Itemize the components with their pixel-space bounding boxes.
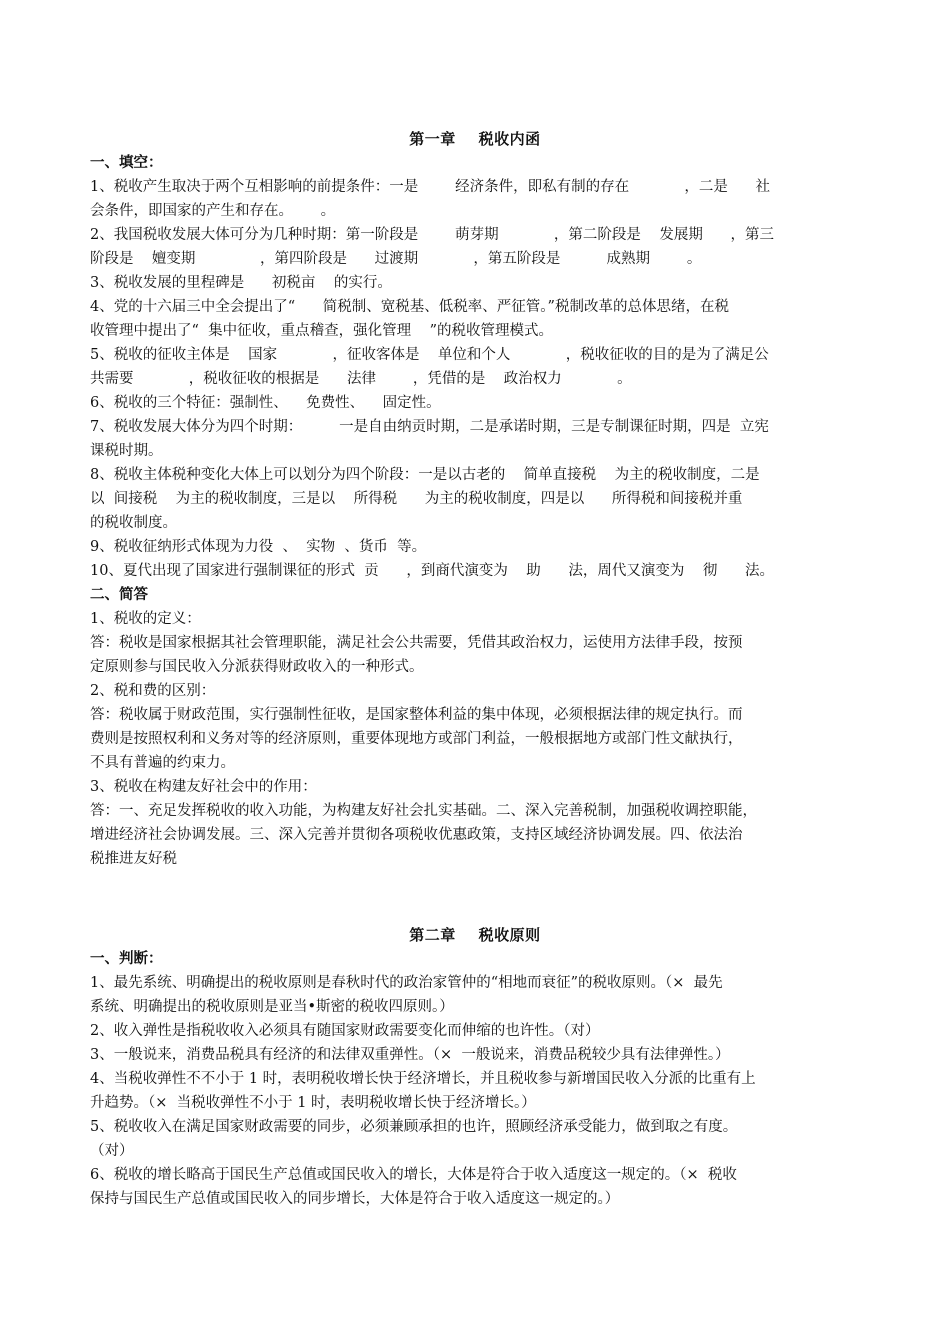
- text-line: 税推进友好税: [90, 851, 177, 867]
- text-line: 系统、明确提出的税收原则是亚当•斯密的税收四原则。）: [90, 999, 454, 1015]
- text-line: 9、税收征纳形式体现为力役 、 实物 、货币 等。: [90, 539, 427, 555]
- chapter1-title: 第一章 税收内函: [409, 130, 541, 148]
- text-line: 4、党的十六届三中全会提出了“ 简税制、宽税基、低税率、严征管。”税制改革的总体思绪，在税: [90, 299, 729, 315]
- text-line: 阶段是 嬗变期 ，第四阶段是 过渡期 ，第五阶段是 成熟期 。: [90, 251, 702, 267]
- text-line: 答：税收属于财政范围，实行强制性征收，是国家整体利益的集中体现，必须根据法律的规定执行。而: [90, 707, 743, 723]
- text-line: 3、一般说来，消费品税具有经济的和法律双重弹性。（× 一般说来，消费品税较少具有法律弹性。）: [90, 1047, 730, 1063]
- chapter1-body: [90, 151, 860, 871]
- text-line: 费则是按照权利和义务对等的经济原则，重要体现地方或部门利益，一般根据地方或部门性文献执行，: [90, 731, 743, 747]
- text-line: 共需要 ，税收征收的根据是 法律 ，凭借的是 政治权力 。: [90, 371, 632, 387]
- text-line: 5、税收的征收主体是 国家 ，征收客体是 单位和个人 ，税收征收的目的是为了满足公: [90, 347, 769, 363]
- text-line: 会条件，即国家的产生和存在。 。: [90, 203, 336, 219]
- chapter2-title: 第二章 税收原则: [409, 926, 541, 944]
- text-line: 1、最先系统、明确提出的税收原则是春秋时代的政治家管仲的“相地而衰征”的税收原则。（× 最先: [90, 975, 723, 991]
- text-line: 1、税收产生取决于两个互相影响的前提条件：一是 经济条件，即私有制的存在 ，二是 社: [90, 179, 771, 195]
- text-line: （对）: [90, 1143, 134, 1159]
- text-line: 课税时期。: [90, 443, 163, 459]
- text-line: 2、我国税收发展大体可分为几种时期：第一阶段是 萌芽期 ，第二阶段是 发展期 ，第三: [90, 227, 774, 243]
- section-heading: 二、简答: [90, 586, 148, 603]
- text-line: 6、税收的增长略高于国民生产总值或国民收入的增长，大体是符合于收入适度这一规定的。（× 税收: [90, 1167, 737, 1183]
- text-line: 答：税收是国家根据其社会管理职能，满足社会公共需要，凭借其政治权力，运使用方法律手段，按预: [90, 635, 743, 651]
- text-line: 不具有普遍的约束力。: [90, 755, 235, 771]
- text-line: 3、税收在构建友好社会中的作用：: [90, 779, 317, 795]
- text-line: 10、夏代出现了国家进行强制课征的形式 贡 ，到商代演变为 助 法，周代又演变为 彻 法。: [90, 563, 775, 579]
- chapter2-body: [90, 947, 860, 1211]
- text-line: 1、税收的定义：: [90, 611, 201, 627]
- text-line: 6、税收的三个特征：强制性、 免费性、 固定性。: [90, 395, 441, 411]
- text-line: 7、税收发展大体分为四个时期： 一是自由纳贡时期，二是承诺时期，三是专制课征时期，四是 立宪: [90, 419, 769, 435]
- text-line: 收管理中提出了“ 集中征收，重点稽查，强化管理 ”的税收管理模式。: [90, 323, 553, 339]
- text-line: 答：一、充足发挥税收的收入功能，为构建友好社会扎实基础。二、深入完善税制，加强税收调控职能，: [90, 803, 757, 819]
- section-heading: 一、判断：: [90, 950, 163, 967]
- text-line: 定原则参与国民收入分派获得财政收入的一种形式。: [90, 659, 424, 675]
- text-line: 3、税收发展的里程碑是 初税亩 的实行。: [90, 275, 392, 291]
- text-line: 2、收入弹性是指税收收入必须具有随国家财政需要变化而伸缩的也许性。（对）: [90, 1023, 600, 1039]
- text-line: 8、税收主体税种变化大体上可以划分为四个阶段：一是以古老的 简单直接税 为主的税收制度，二是: [90, 467, 760, 483]
- text-line: 5、税收收入在满足国家财政需要的同步，必须兼顾承担的也许，照顾经济承受能力，做到取之有度。: [90, 1119, 738, 1135]
- text-line: 的税收制度。: [90, 515, 177, 531]
- text-line: 增进经济社会协调发展。三、深入完善并贯彻各项税收优惠政策，支持区域经济协调发展。四、依法治: [90, 827, 743, 843]
- section-heading: 一、填空：: [90, 154, 163, 171]
- text-line: 4、当税收弹性不不小于 1 时，表明税收增长快于经济增长，并且税收参与新增国民收入分派的比重有上: [90, 1071, 756, 1087]
- text-line: 升趋势。（× 当税收弹性不小于 1 时，表明税收增长快于经济增长。）: [90, 1095, 536, 1111]
- text-line: 以 间接税 为主的税收制度，三是以 所得税 为主的税收制度，四是以 所得税和间接税并重: [90, 491, 743, 507]
- text-line: 2、税和费的区别：: [90, 683, 216, 699]
- text-line: 保持与国民生产总值或国民收入的同步增长，大体是符合于收入适度这一规定的。）: [90, 1191, 620, 1207]
